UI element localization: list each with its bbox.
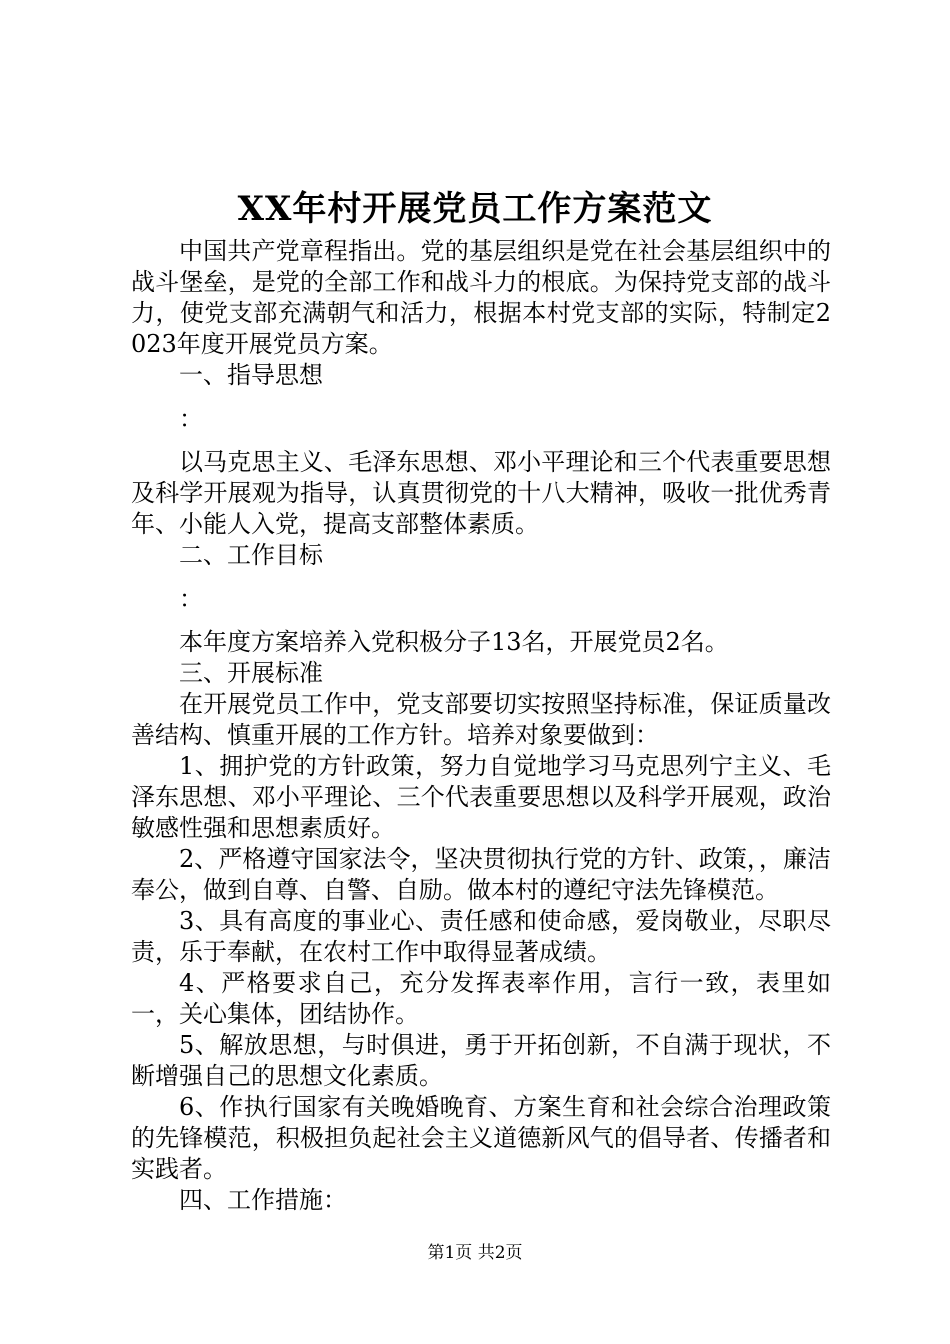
list-item: 3、具有高度的事业心、责任感和使命感，爱岗敬业，尽职尽责，乐于奉献，在农村工作中取得显著成绩。 [131,907,831,966]
heading-work-goals: 二、工作目标 [179,541,323,569]
paragraph-work-goals: 本年度方案培养入党积极分子13名，开展党员2名。 [179,628,729,656]
paragraph-intro: 中国共产党章程指出。党的基层组织是党在社会基层组织中的战斗堡垒，是党的全部工作和战斗力的根底。为保持党支部的战斗力，使党支部充满朝气和活力，根据本村党支部的实际，特制定2023年度开展党员方案。 [131,237,831,358]
page-footer: 第1页 共2页 [427,1243,523,1263]
colon-line: ： [179,585,203,613]
list-item: 6、作执行国家有关晚婚晚育、方案生育和社会综合治理政策的先锋模范，积极担负起社会主义道德新风气的倡导者、传播者和实践者。 [131,1093,831,1183]
heading-work-measures: 四、工作措施： [179,1186,347,1214]
heading-standards: 三、开展标准 [179,659,323,687]
list-item: 2、严格遵守国家法令，坚决贯彻执行党的方针、政策，，廉洁奉公，做到自尊、自警、自励。做本村的遵纪守法先锋模范。 [131,845,831,904]
colon-line: ： [179,405,203,433]
heading-guiding-thought: 一、指导思想 [179,361,323,389]
list-item: 5、解放思想，与时俱进，勇于开拓创新，不自满于现状，不断增强自己的思想文化素质。 [131,1031,831,1090]
list-item: 4、严格要求自己，充分发挥表率作用，言行一致，表里如一，关心集体，团结协作。 [131,969,831,1028]
list-item: 1、拥护党的方针政策，努力自觉地学习马克思列宁主义、毛泽东思想、邓小平理论、三个代表重要思想以及科学开展观，政治敏感性强和思想素质好。 [131,752,831,842]
document-body [131,236,831,1216]
paragraph-guiding-thought: 以马克思主义、毛泽东思想、邓小平理论和三个代表重要思想及科学开展观为指导，认真贯彻党的十八大精神，吸收一批优秀青年、小能人入党，提高支部整体素质。 [131,448,831,538]
paragraph-standards: 在开展党员工作中，党支部要切实按照坚持标准，保证质量改善结构、慎重开展的工作方针。培养对象要做到： [131,690,831,749]
document-title: XX年村开展党员工作方案范文 [237,189,713,229]
